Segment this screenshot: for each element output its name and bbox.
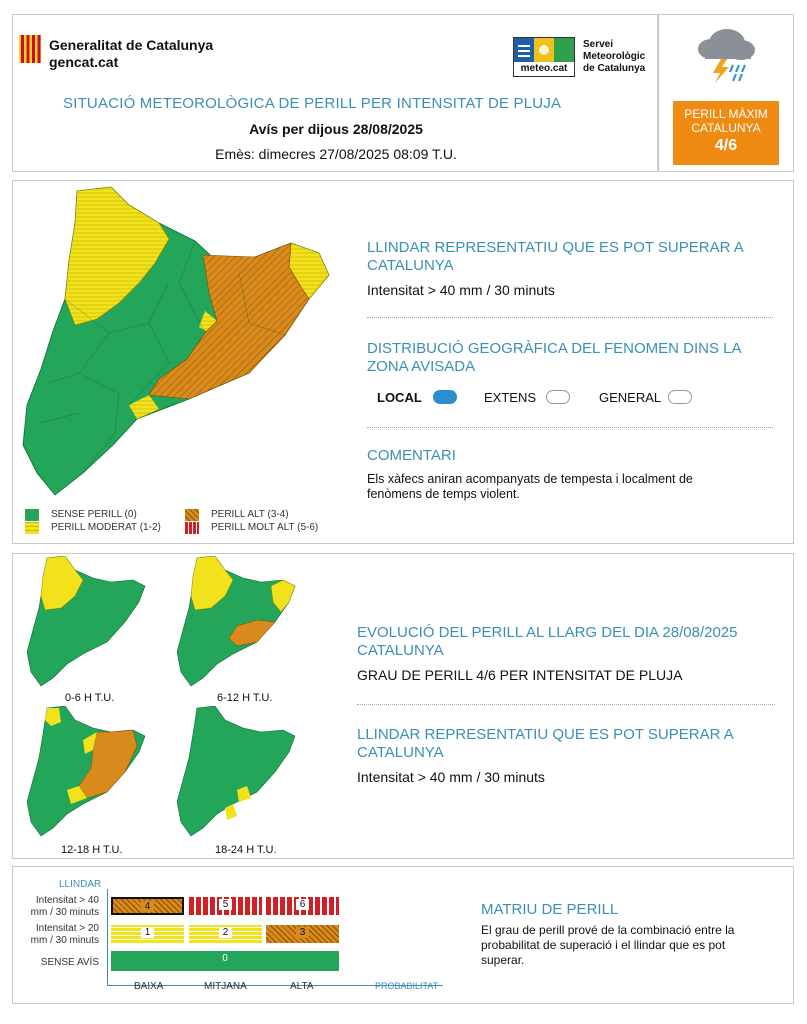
storm-cloud-icon: [693, 23, 759, 85]
legend-perill-alt: PERILL ALT (3-4): [211, 509, 289, 520]
smc-line-2: Meteorològic: [583, 51, 646, 62]
llindar-value: Intensitat > 40 mm / 30 minuts: [367, 282, 555, 298]
legend-perill-molt-alt: PERILL MOLT ALT (5-6): [211, 522, 319, 533]
matrix-x-label-baixa: BAIXA: [134, 981, 164, 992]
badge-line-1: PERILL MÀXIM: [684, 107, 768, 121]
header-panel: [12, 14, 658, 172]
map-18-24: [177, 706, 301, 838]
matrix-title: MATRIU DE PERILL: [481, 901, 619, 918]
matrix-row2-line1: Intensitat > 20: [35, 923, 99, 934]
divider: [357, 704, 775, 705]
matrix-cell-6-value: 6: [296, 899, 310, 910]
legend-red-swatch: [185, 522, 199, 534]
matrix-cell-0: [111, 951, 339, 971]
matrix-cell-3-value: 3: [296, 927, 310, 938]
legend-green-swatch: [25, 509, 39, 521]
evolution-panel: [12, 553, 794, 859]
distrib-local-toggle[interactable]: [433, 390, 457, 404]
matrix-row1-label: [13, 895, 99, 919]
comentari-title: COMENTARI: [367, 447, 456, 464]
matrix-row2-line2: mm / 30 minuts: [30, 935, 99, 946]
smc-name: [583, 39, 645, 75]
llindar-title: LLINDAR REPRESENTATIU QUE ES POT SUPERAR A CATALUNYA: [367, 239, 743, 274]
matrix-row1-line1: Intensitat > 40: [35, 895, 99, 906]
matrix-cell-0-value: 0: [222, 953, 228, 964]
matrix-x-label-alta: ALTA: [290, 981, 314, 992]
matrix-cell-1-value: 1: [141, 927, 155, 938]
map-12-18: [27, 706, 151, 838]
smc-line-1: Servei: [583, 39, 614, 50]
matrix-cell-3: [266, 925, 339, 943]
matrix-cell-2: [189, 925, 262, 943]
gencat-logo-icon: [19, 35, 41, 63]
divider: [367, 427, 773, 428]
divider: [367, 317, 773, 318]
evolution-llindar-title: LLINDAR REPRESENTATIU QUE ES POT SUPERAR A CATALUNYA: [357, 726, 733, 761]
legend-perill-moderat: PERILL MODERAT (1-2): [51, 522, 161, 533]
distrib-general-toggle[interactable]: [668, 390, 692, 404]
period-label-1: 6-12 H T.U.: [217, 692, 273, 704]
smc-line-3: de Catalunya: [583, 63, 646, 74]
matrix-panel: [12, 866, 794, 1004]
badge-line-2: CATALUNYA: [691, 121, 761, 135]
comentari-text: Els xàfecs aniran acompanyats de tempesta i localment de fenòmens de temps violent.: [367, 472, 693, 501]
period-label-2: 12-18 H T.U.: [61, 844, 123, 856]
badge-panel: [658, 14, 794, 172]
matrix-cell-5-value: 5: [219, 899, 233, 910]
map-6-12: [177, 556, 301, 688]
matrix-x-axis-title: PROBABILITAT: [375, 981, 439, 991]
distrib-extens-toggle[interactable]: [546, 390, 570, 404]
distrib-extens-label: EXTENS: [484, 390, 537, 405]
matrix-y-axis: [107, 889, 108, 985]
matrix-cell-2-value: 2: [219, 927, 233, 938]
gencat-url: gencat.cat: [49, 54, 119, 70]
legend-orange-swatch: [185, 509, 199, 521]
matrix-cell-5: [189, 897, 262, 915]
matrix-cell-6: [266, 897, 339, 915]
distrib-general-label: GENERAL: [599, 390, 662, 405]
evolution-llindar-value: Intensitat > 40 mm / 30 minuts: [357, 769, 545, 785]
legend-yellow-swatch: [25, 522, 39, 534]
emes-date: Emès: dimecres 27/08/2025 08:09 T.U.: [215, 146, 457, 162]
meteocat-logo-text: meteo.cat: [520, 63, 568, 74]
matrix-cell-4-value: 4: [141, 901, 155, 912]
map-0-6: [27, 556, 151, 688]
distrib-title: DISTRIBUCIÓ GEOGRÀFICA DEL FENOMEN DINS LA ZONA AVISADA: [367, 340, 741, 375]
gencat-name: Generalitat de Catalunya: [49, 37, 214, 53]
period-label-3: 18-24 H T.U.: [215, 844, 277, 856]
max-danger-badge: [673, 101, 779, 165]
matrix-text: El grau de perill prové de la combinació entre la probabilitat de superació i el llindar que es pot superar.: [481, 923, 735, 967]
matrix-row3-label: SENSE AVÍS: [40, 957, 99, 968]
matrix-cell-1: [111, 925, 184, 943]
legend-sense-perill: SENSE PERILL (0): [51, 509, 137, 520]
matrix-row2-label: [13, 923, 99, 947]
evolution-grau: GRAU DE PERILL 4/6 PER INTENSITAT DE PLUJA: [357, 667, 683, 683]
matrix-llindar-label: LLINDAR: [59, 879, 102, 890]
matrix-x-label-mitjana: MITJANA: [204, 981, 247, 992]
matrix-cell-4: [111, 897, 184, 915]
distrib-local-label: LOCAL: [377, 390, 422, 405]
badge-level: 4/6: [714, 137, 738, 154]
period-label-0: 0-6 H T.U.: [65, 692, 115, 704]
evolution-title: EVOLUCIÓ DEL PERILL AL LLARG DEL DIA 28/08/2025 CATALUNYA: [357, 624, 738, 659]
meteocat-logo-icon: [513, 37, 575, 77]
page-title: SITUACIÓ METEOROLÒGICA DE PERILL PER INTENSITAT DE PLUJA: [63, 95, 562, 112]
main-panel: [12, 180, 794, 544]
catalonia-danger-map: [19, 183, 335, 501]
matrix-row1-line2: mm / 30 minuts: [30, 907, 99, 918]
avis-date: Avís per dijous 28/08/2025: [249, 121, 423, 137]
